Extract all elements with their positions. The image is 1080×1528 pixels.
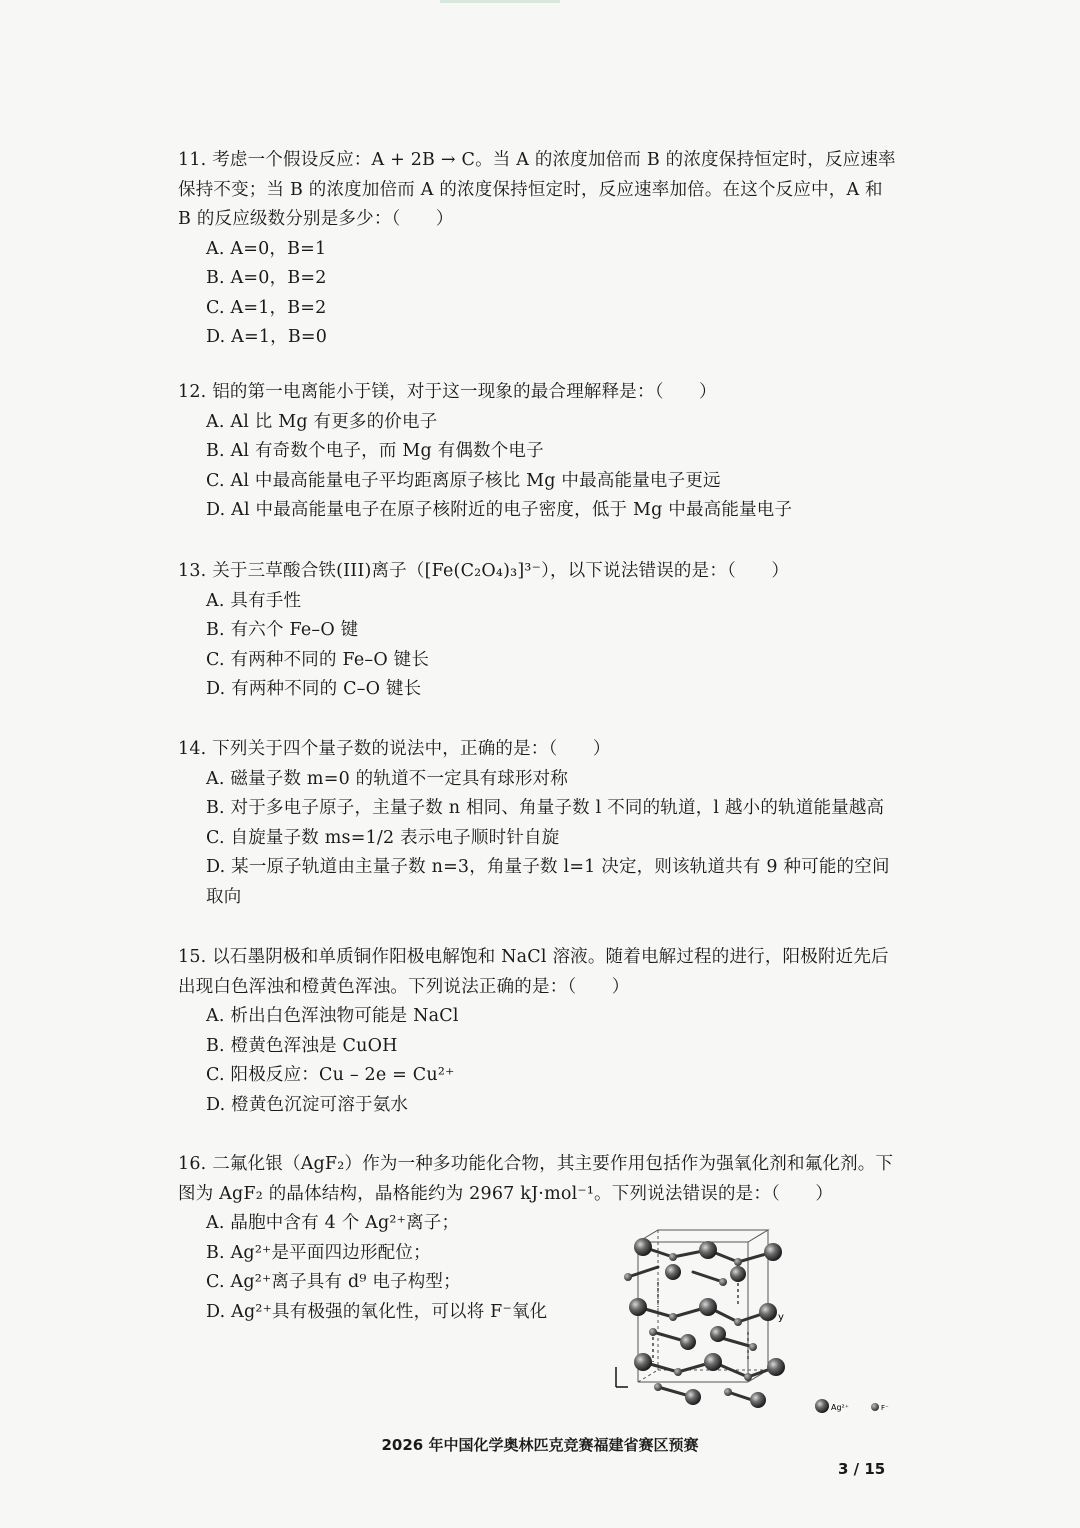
question-13 [178,557,898,705]
legend-ag-marker [815,1399,829,1413]
option-c: C. Ag²⁺离子具有 d⁹ 电子构型； [206,1272,461,1292]
option-d: D. Ag²⁺具有极强的氧化性，可以将 F⁻氧化 [206,1301,548,1322]
option-b: B. 橙黄色浑浊是 CuOH [206,1035,398,1056]
question-stem: 15. 以石墨阴极和单质铜作阳极电解饱和 NaCl 溶液。随着电解过程的进行，阳极附近先后出现白色浑浊和橙黄色浑浊。下列说法正确的是：（ ） [178,947,889,997]
option-b: B. 有六个 Fe–O 键 [206,620,359,640]
option-b: B. A=0，B=2 [206,268,327,288]
axis-y-label: y [778,1312,784,1323]
question-12 [178,378,898,526]
question-stem: 13. 关于三草酸合铁(III)离子（[Fe(C₂O₄)₃]³⁻），以下说法错误的是：（ ） [178,561,790,581]
question-14 [178,735,898,912]
option-d: D. 有两种不同的 C–O 键长 [206,679,422,699]
option-c: C. 自旋量子数 ms=1/2 表示电子顺时针自旋 [206,827,560,848]
option-d: D. 橙黄色沉淀可溶于氨水 [206,1094,409,1115]
option-b: B. Ag²⁺是平面四边形配位； [206,1242,431,1263]
question-stem: 11. 考虑一个假设反应：A + 2B → C。当 A 的浓度加倍而 B 的浓度保持恒定时，反应速率保持不变；当 B 的浓度加倍而 A 的浓度保持恒定时，反应速率加倍。在这个反应中，A 和 B 的反应级数分别是多少：（ ） [178,150,896,229]
footer-title: 2026 年中国化学奥林匹克竞赛福建省赛区预赛 [381,1436,699,1454]
question-15 [178,943,898,1120]
axis-indicator [616,1367,628,1387]
option-c: C. A=1，B=2 [206,297,327,318]
option-b: B. 对于多电子原子，主量子数 n 相同、角量子数 l 不同的轨道，l 越小的轨道能量越高 [206,798,885,818]
legend [815,1399,889,1413]
option-a: A. 晶胞中含有 4 个 Ag²⁺离子； [206,1213,460,1233]
option-a: A. 磁量子数 m=0 的轨道不一定具有球形对称 [206,768,569,789]
question-stem: 12. 铝的第一电离能小于镁，对于这一现象的最合理解释是：（ ） [178,382,717,402]
legend-f-marker [871,1403,879,1411]
question-11 [178,146,898,353]
option-b: B. Al 有奇数个电子，而 Mg 有偶数个电子 [206,441,544,461]
legend-ag-label: Ag²⁺ [831,1403,849,1412]
option-a: A. 析出白色浑浊物可能是 NaCl [206,1006,459,1026]
option-a: A. Al 比 Mg 有更多的价电子 [206,411,438,432]
question-stem: 16. 二氟化银（AgF₂）作为一种多功能化合物，其主要作用包括作为强氧化剂和氟化剂。下图为 AgF₂ 的晶体结构，晶格能约为 2967 kJ·mol⁻¹。下列说法错误的是：（ ） [178,1154,894,1204]
option-d: D. Al 中最高能量电子在原子核附近的电子密度，低于 Mg 中最高能量电子 [206,500,793,520]
question-stem: 14. 下列关于四个量子数的说法中，正确的是：（ ） [178,739,611,759]
option-d: D. 某一原子轨道由主量子数 n=3，角量子数 l=1 决定，则该轨道共有 9 种可能的空间取向 [206,857,890,907]
agf2-crystal-structure-figure [598,1222,898,1422]
option-c: C. 有两种不同的 Fe–O 键长 [206,649,430,670]
option-a: A. 具有手性 [206,590,302,611]
option-a: A. A=0，B=1 [206,238,327,259]
option-c: C. 阳极反应：Cu – 2e = Cu²⁺ [206,1065,455,1085]
legend-f-label: F⁻ [881,1404,889,1412]
scan-edge-mark [440,0,560,3]
page-number: 3 / 15 [838,1460,886,1478]
option-d: D. A=1，B=0 [206,327,328,347]
option-c: C. Al 中最高能量电子平均距离原子核比 Mg 中最高能量电子更远 [206,470,721,491]
